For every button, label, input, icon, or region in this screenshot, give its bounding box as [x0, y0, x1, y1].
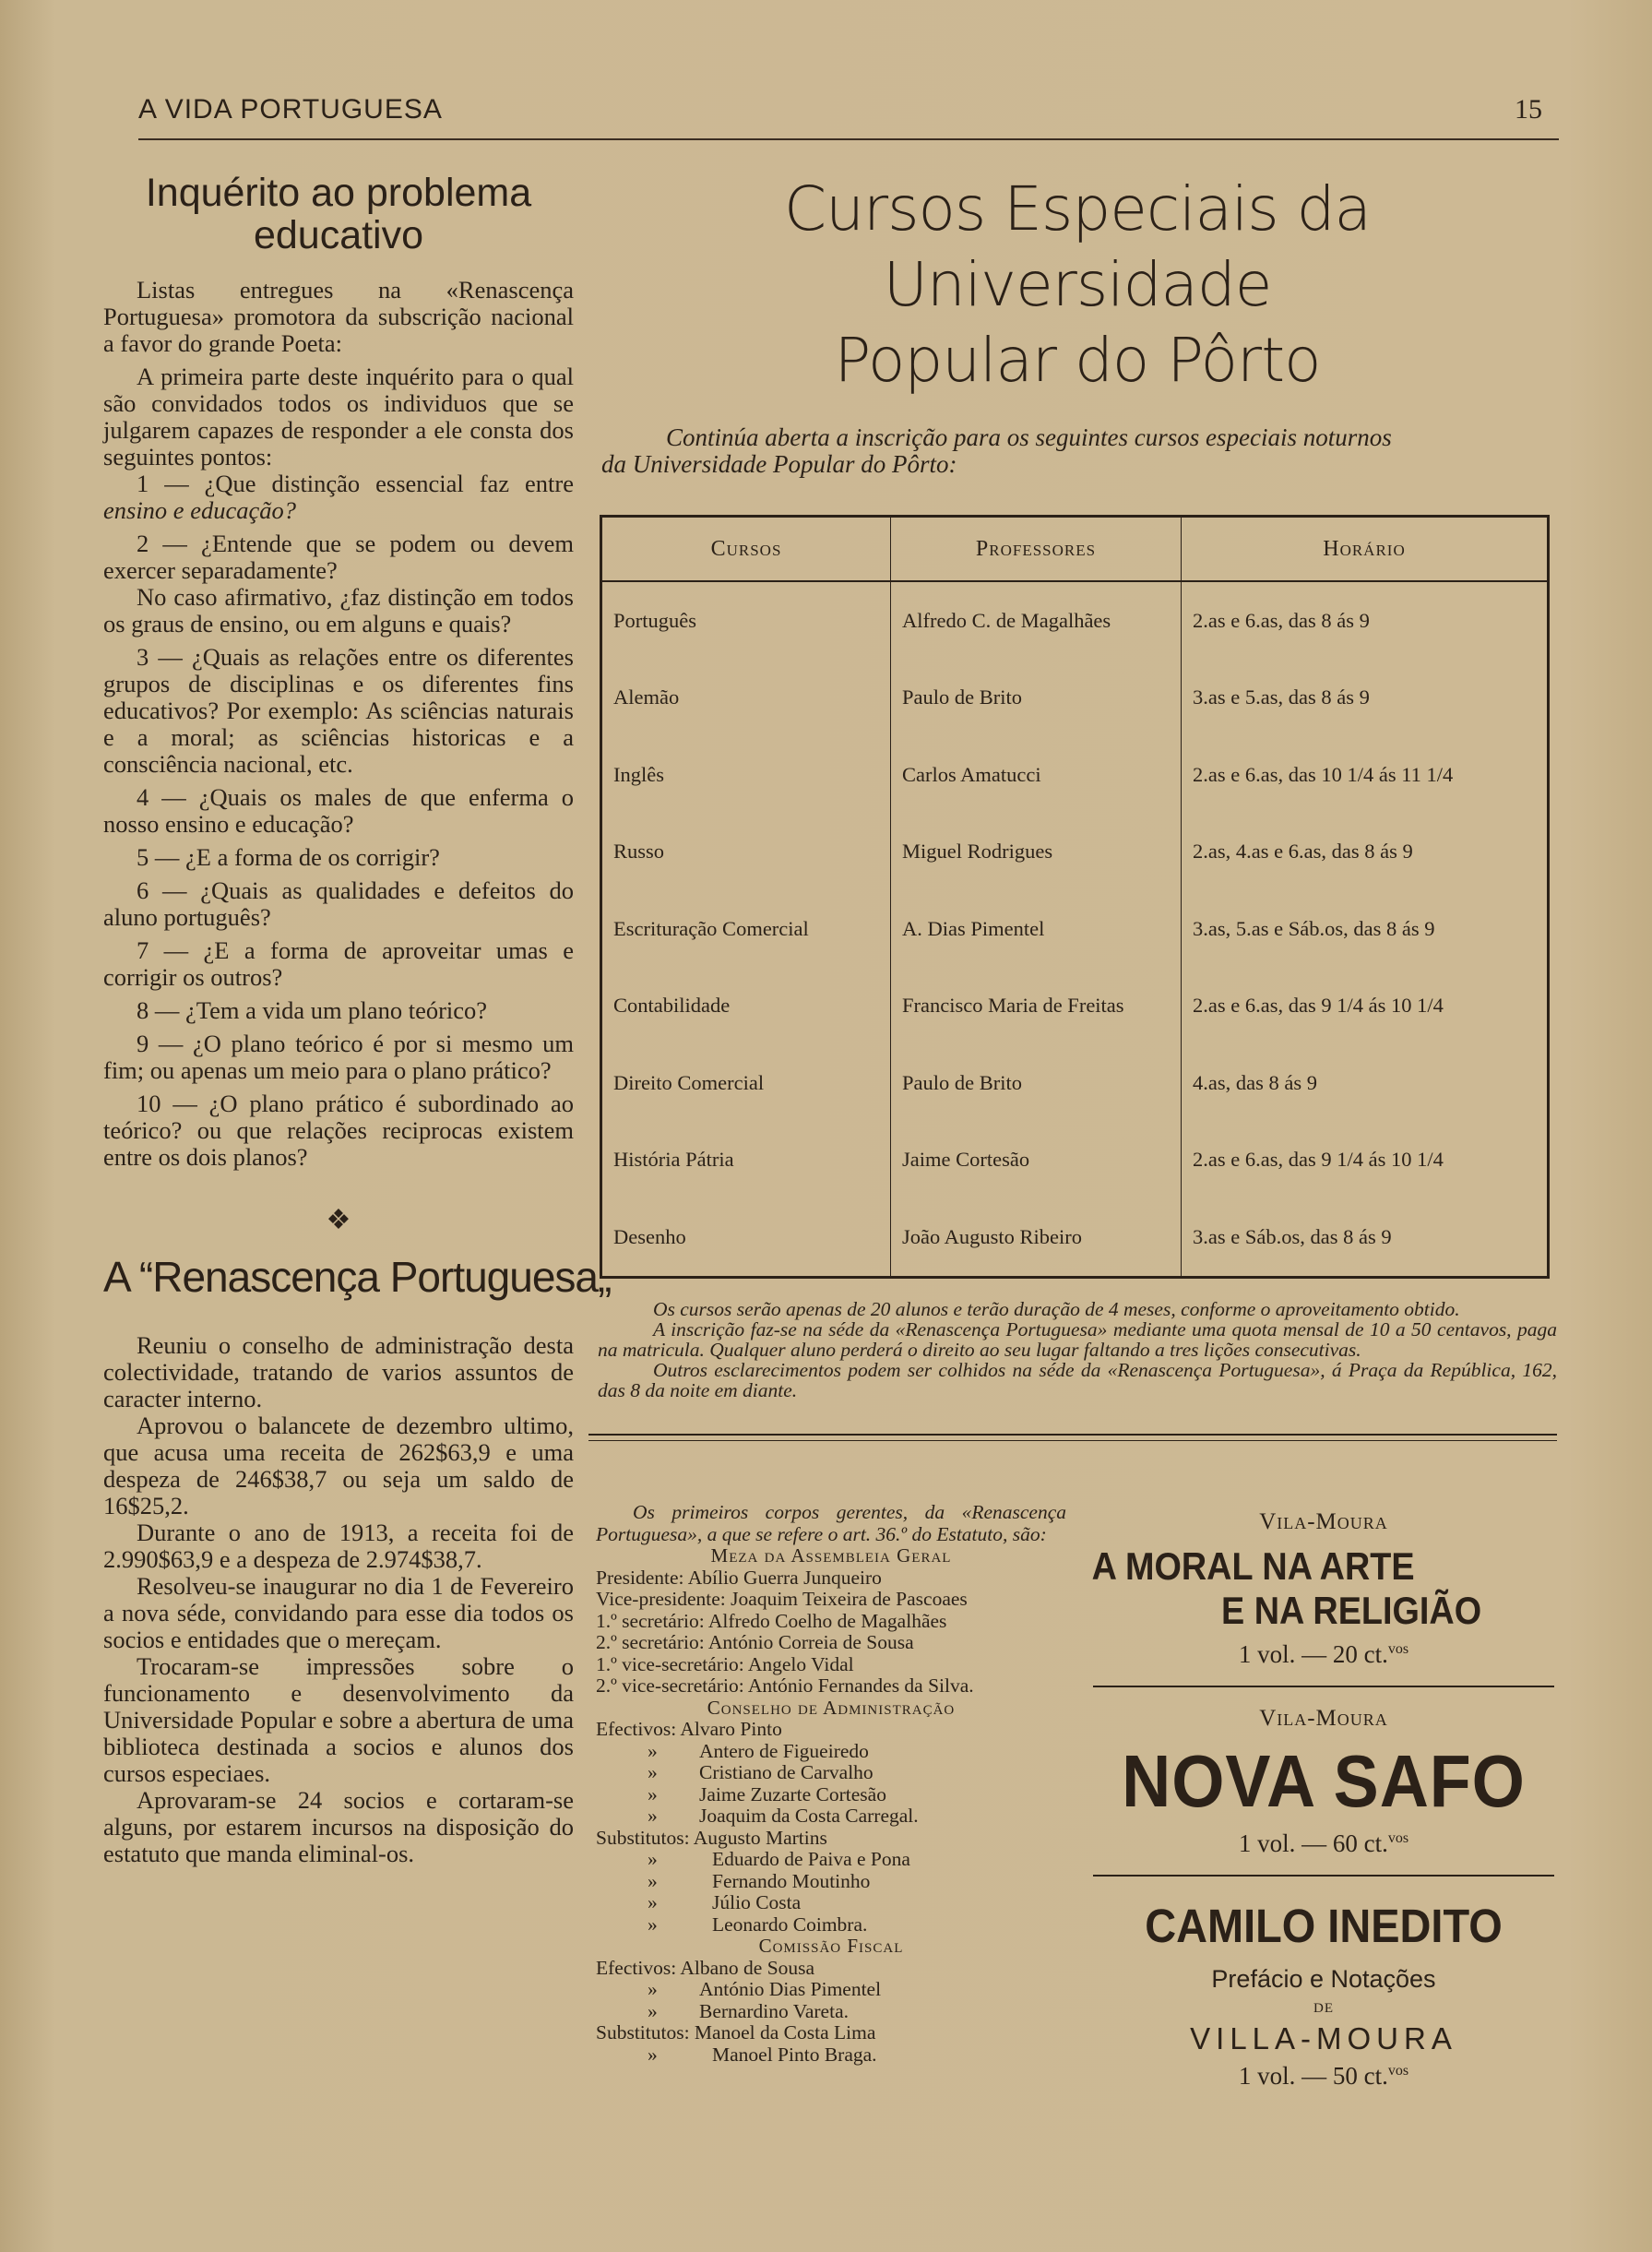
inquerito-question: 1 — ¿Que distinção essencial faz entre ensino e educação? [103, 470, 574, 524]
ditto-mark: » [648, 1869, 658, 1892]
curso-cell: Desenho [613, 1224, 686, 1248]
left-column [103, 166, 612, 1867]
curso-cell: Direito Comercial [613, 1070, 765, 1094]
page-number: 15 [1515, 94, 1542, 125]
ad3-de: de [1313, 1995, 1334, 2017]
ad2-author: Vila-Moura [1259, 1706, 1388, 1731]
table-row [601, 1198, 1549, 1277]
table-row [601, 1122, 1549, 1199]
list-item: » Bernardino Vareta. [648, 1999, 849, 2022]
inquerito-paragraph: Listas entregues na «Renascença Portuguesa» promotora da subscrição nacional a favor do grande Poeta: [103, 276, 574, 357]
list-item: Efectivos: Alvaro Pinto [596, 1718, 782, 1740]
professor-cell: Francisco Maria de Freitas [891, 968, 1182, 1045]
list-item: Presidente: Abílio Guerra Junqueiro [596, 1566, 882, 1589]
cursos-table [600, 515, 1550, 1279]
cursos-notes [598, 1299, 1557, 1400]
fiscal-title: Comissão Fiscal [758, 1935, 904, 1957]
table-row [601, 660, 1549, 737]
renascenca-paragraph: Reuniu o conselho de administração desta colectividade, tratando de varios assuntos de caracter interno. [103, 1331, 574, 1412]
ad1-title-line2: E NA RELIGIÃO [1221, 1589, 1482, 1632]
inquerito-question: 4 — ¿Quais os males de que enferma o nosso ensino e educação? [103, 783, 574, 838]
ditto-mark: » [648, 1782, 658, 1805]
table-row [601, 814, 1549, 891]
inquerito-question: 5 — ¿E a forma de os corrigir? [137, 843, 440, 871]
curso-cell: Inglês [613, 762, 664, 786]
ad3-price: 1 vol. — 50 ct.$^{vos}$ [1238, 2062, 1409, 2090]
list-item: 2.º secretário: António Correia de Sousa [596, 1631, 914, 1653]
fiscal-substitutos-list [596, 2044, 1066, 2067]
header-professores: Professores [891, 517, 1182, 582]
ditto-mark: » [648, 1999, 658, 2022]
list-item: » Júlio Costa [648, 1891, 802, 1913]
ditto-mark: » [648, 1912, 658, 1936]
list-item: » Jaime Zuzarte Cortesão [648, 1782, 886, 1805]
fiscal-efectivos-list [596, 1979, 1066, 2022]
professor-cell: Jaime Cortesão [891, 1122, 1182, 1199]
efectivos-list [596, 1741, 1066, 1828]
ad3-title: CAMILO INEDITO [1145, 1900, 1503, 1952]
inquerito-title: Inquérito ao problema educativo [145, 171, 532, 257]
ad1-price: 1 vol. — 20 ct.$^{vos}$ [1238, 1640, 1409, 1668]
professor-cell: Carlos Amatucci [891, 736, 1182, 814]
journal-title: A VIDA PORTUGUESA [138, 94, 443, 125]
inquerito-question: 10 — ¿O plano prático é subordinado ao teórico? ou que relações reciprocas existem entre os dois planos? [103, 1090, 574, 1171]
ditto-mark: » [648, 1848, 658, 1870]
professor-cell: A. Dias Pimentel [891, 890, 1182, 968]
list-item: » Cristiano de Carvalho [648, 1761, 874, 1783]
inquerito-paragraph: A primeira parte deste inquérito para o qual são convidados todos os individuos que se julgarem capazes de responder a ele consta dos seguintes pontos: [103, 363, 574, 471]
ad1-title-line1: A MORAL NA ARTE [1091, 1544, 1415, 1588]
list-item: 1.º vice-secretário: Angelo Vidal [596, 1652, 854, 1675]
horario-cell: 3.as, 5.as e Sáb.os, das 8 ás 9 [1182, 890, 1549, 968]
horario-cell: 4.as, das 8 ás 9 [1182, 1044, 1549, 1122]
list-item: 2.º vice-secretário: António Fernandes da Silva. [596, 1674, 974, 1697]
inquerito-question: 7 — ¿E a forma de aproveitar umas e corrigir os outros? [103, 936, 574, 991]
list-item: Substitutos: Manoel da Costa Lima [596, 2021, 876, 2043]
horario-cell: 2.as e 6.as, das 9 1/4 ás 10 1/4 [1182, 968, 1549, 1045]
ornament-icon: ❖ [326, 1205, 351, 1235]
table-row [601, 1044, 1549, 1122]
ditto-mark: » [648, 1805, 658, 1827]
inquerito-question: 3 — ¿Quais as relações entre os diferentes grupos de disciplinas e os diferentes fins educativos? Por exemplo: As sciências naturais e a moral; as sciências historicas e a consciência nacional, etc. [103, 643, 574, 778]
horario-cell: 2.as e 6.as, das 10 1/4 ás 11 1/4 [1182, 736, 1549, 814]
cursos-title: Cursos Especiais da Universidade Popular do Pôrto [784, 173, 1371, 396]
renascenca-title: A “Renascença Portuguesa„ [103, 1253, 612, 1301]
ad2-price: 1 vol. — 60 ct.$^{vos}$ [1238, 1829, 1409, 1857]
professor-cell: João Augusto Ribeiro [891, 1198, 1182, 1277]
professor-cell: Alfredo C. de Magalhães [891, 581, 1182, 660]
inquerito-question: 9 — ¿O plano teórico é por si mesmo um fim; ou apenas um meio para o plano prático? [103, 1030, 574, 1084]
horario-cell: 3.as e Sáb.os, das 8 ás 9 [1182, 1198, 1549, 1277]
ditto-mark: » [648, 2043, 658, 2066]
inquerito-question: 8 — ¿Tem a vida um plano teórico? [137, 996, 488, 1024]
professor-cell: Paulo de Brito [891, 660, 1182, 737]
ad3-author: VILLA-MOURA [1190, 2021, 1457, 2055]
list-item: » Antero de Figueiredo [648, 1739, 869, 1762]
horario-cell: 3.as e 5.as, das 8 ás 9 [1182, 660, 1549, 737]
list-item: » Joaquim da Costa Carregal. [648, 1805, 919, 1827]
horario-cell: 2.as e 6.as, das 9 1/4 ás 10 1/4 [1182, 1122, 1549, 1199]
horario-cell: 2.as e 6.as, das 8 ás 9 [1182, 581, 1549, 660]
professor-cell: Miguel Rodrigues [891, 814, 1182, 891]
ditto-mark: » [648, 1891, 658, 1913]
list-item: 1.º secretário: Alfredo Coelho de Magalhães [596, 1609, 947, 1632]
renascenca-paragraph: Resolveu-se inaugurar no dia 1 de Fevereiro a nova séde, convidando para esse dia todos os socios e entidades que o mereçam. [103, 1572, 574, 1653]
ditto-mark: » [648, 1739, 658, 1762]
table-row [601, 890, 1549, 968]
renascenca-paragraph: Durante o ano de 1913, a receita foi de 2.990$63,9 e a despeza de 2.974$38,7. [103, 1519, 574, 1573]
renascenca-paragraph: Trocaram-se impressões sobre o funcionamento e desenvolvimento da Universidade Popular e sobre a abertura de uma biblioteca destinada a socios e alunos dos cursos especiaes. [103, 1652, 574, 1787]
meza-list [596, 1567, 1066, 1698]
conselho-title: Conselho de Administração [707, 1696, 956, 1719]
horario-cell: 2.as, 4.as e 6.as, das 8 ás 9 [1182, 814, 1549, 891]
ad2-title: NOVA SAFO [1122, 1740, 1526, 1822]
list-item: Vice-presidente: Joaquim Teixeira de Pascoaes [596, 1588, 968, 1610]
running-header [138, 92, 1559, 140]
note: Os cursos serão apenas de 20 alunos e terão duração de 4 meses, conforme o aproveitamento obtido. [653, 1297, 1460, 1320]
curso-cell: Escrituração Comercial [613, 916, 809, 940]
advertisements [1088, 1506, 1559, 2107]
list-item: Substitutos: Augusto Martins [596, 1826, 827, 1849]
gerentes-intro: Os primeiros corpos gerentes, da «Renascença Portuguesa», a que se refere o art. 36.º do Estatuto, são: [596, 1501, 1066, 1545]
list-item: » Manoel Pinto Braga. [648, 2043, 877, 2066]
ditto-mark: » [648, 1978, 658, 2000]
header-cursos: Cursos [601, 517, 891, 582]
ad1-author: Vila-Moura [1259, 1509, 1388, 1534]
curso-cell: Português [613, 608, 696, 632]
professor-cell: Paulo de Brito [891, 1044, 1182, 1122]
double-rule [588, 1434, 1557, 1441]
curso-cell: Contabilidade [613, 994, 731, 1018]
corpos-gerentes [596, 1502, 1066, 2066]
table-row [601, 968, 1549, 1045]
table-row [601, 736, 1549, 814]
list-item: Efectivos: Albano de Sousa [596, 1956, 815, 1979]
renascenca-paragraph: Aprovou o balancete de dezembro ultimo, que acusa uma receita de 262$63,9 e uma despeza de 246$38,7 ou seja um saldo de 16$25,2. [103, 1412, 574, 1519]
ad-divider [1093, 1686, 1554, 1687]
list-item: » Fernando Moutinho [648, 1869, 871, 1892]
ad3-subtitle: Prefácio e Notações [1211, 1965, 1436, 1993]
inquerito-question: No caso afirmativo, ¿faz distinção em todos os graus de ensino, ou em alguns e quais? [103, 583, 574, 637]
curso-cell: História Pátria [613, 1148, 734, 1172]
table-header-row [601, 517, 1549, 582]
ad-divider [1093, 1875, 1554, 1877]
note: Outros esclarecimentos podem ser colhidos na séde da «Renascença Portuguesa», á Praça da República, 162, das 8 da noite em diante. [598, 1358, 1557, 1401]
list-item: » Leonardo Coimbra. [648, 1912, 868, 1936]
curso-cell: Alemão [613, 685, 680, 709]
header-horario: Horário [1182, 517, 1549, 582]
table-row [601, 581, 1549, 660]
renascenca-paragraph: Aprovaram-se 24 socios e cortaram-se alguns, por estarem incursos na disposição do estatuto que manda eliminal-os. [103, 1786, 574, 1867]
list-item: » Eduardo de Paiva e Pona [648, 1848, 910, 1870]
cursos-intro: Continúa aberta a inscrição para os seguintes cursos especiais noturnos da Universidade Popular do Pôrto: [601, 423, 1392, 478]
list-item: » António Dias Pimentel [648, 1978, 882, 2000]
ditto-mark: » [648, 1761, 658, 1783]
cursos-section [598, 166, 1557, 1441]
curso-cell: Russo [613, 840, 665, 864]
note: A inscrição faz-se na séde da «Renascença Portuguesa» mediante uma quota mensal de 10 a 50 centavos, paga na matricula. Qualquer aluno perderá o direito ao seu lugar faltando a tres lições consecutivas. [598, 1317, 1557, 1361]
substitutos-list [596, 1849, 1066, 1936]
inquerito-question: 2 — ¿Entende que se podem ou devem exercer separadamente? [103, 530, 574, 584]
meza-title: Meza da Assembleia Geral [710, 1544, 952, 1567]
inquerito-question: 6 — ¿Quais as qualidades e defeitos do aluno português? [103, 876, 574, 931]
